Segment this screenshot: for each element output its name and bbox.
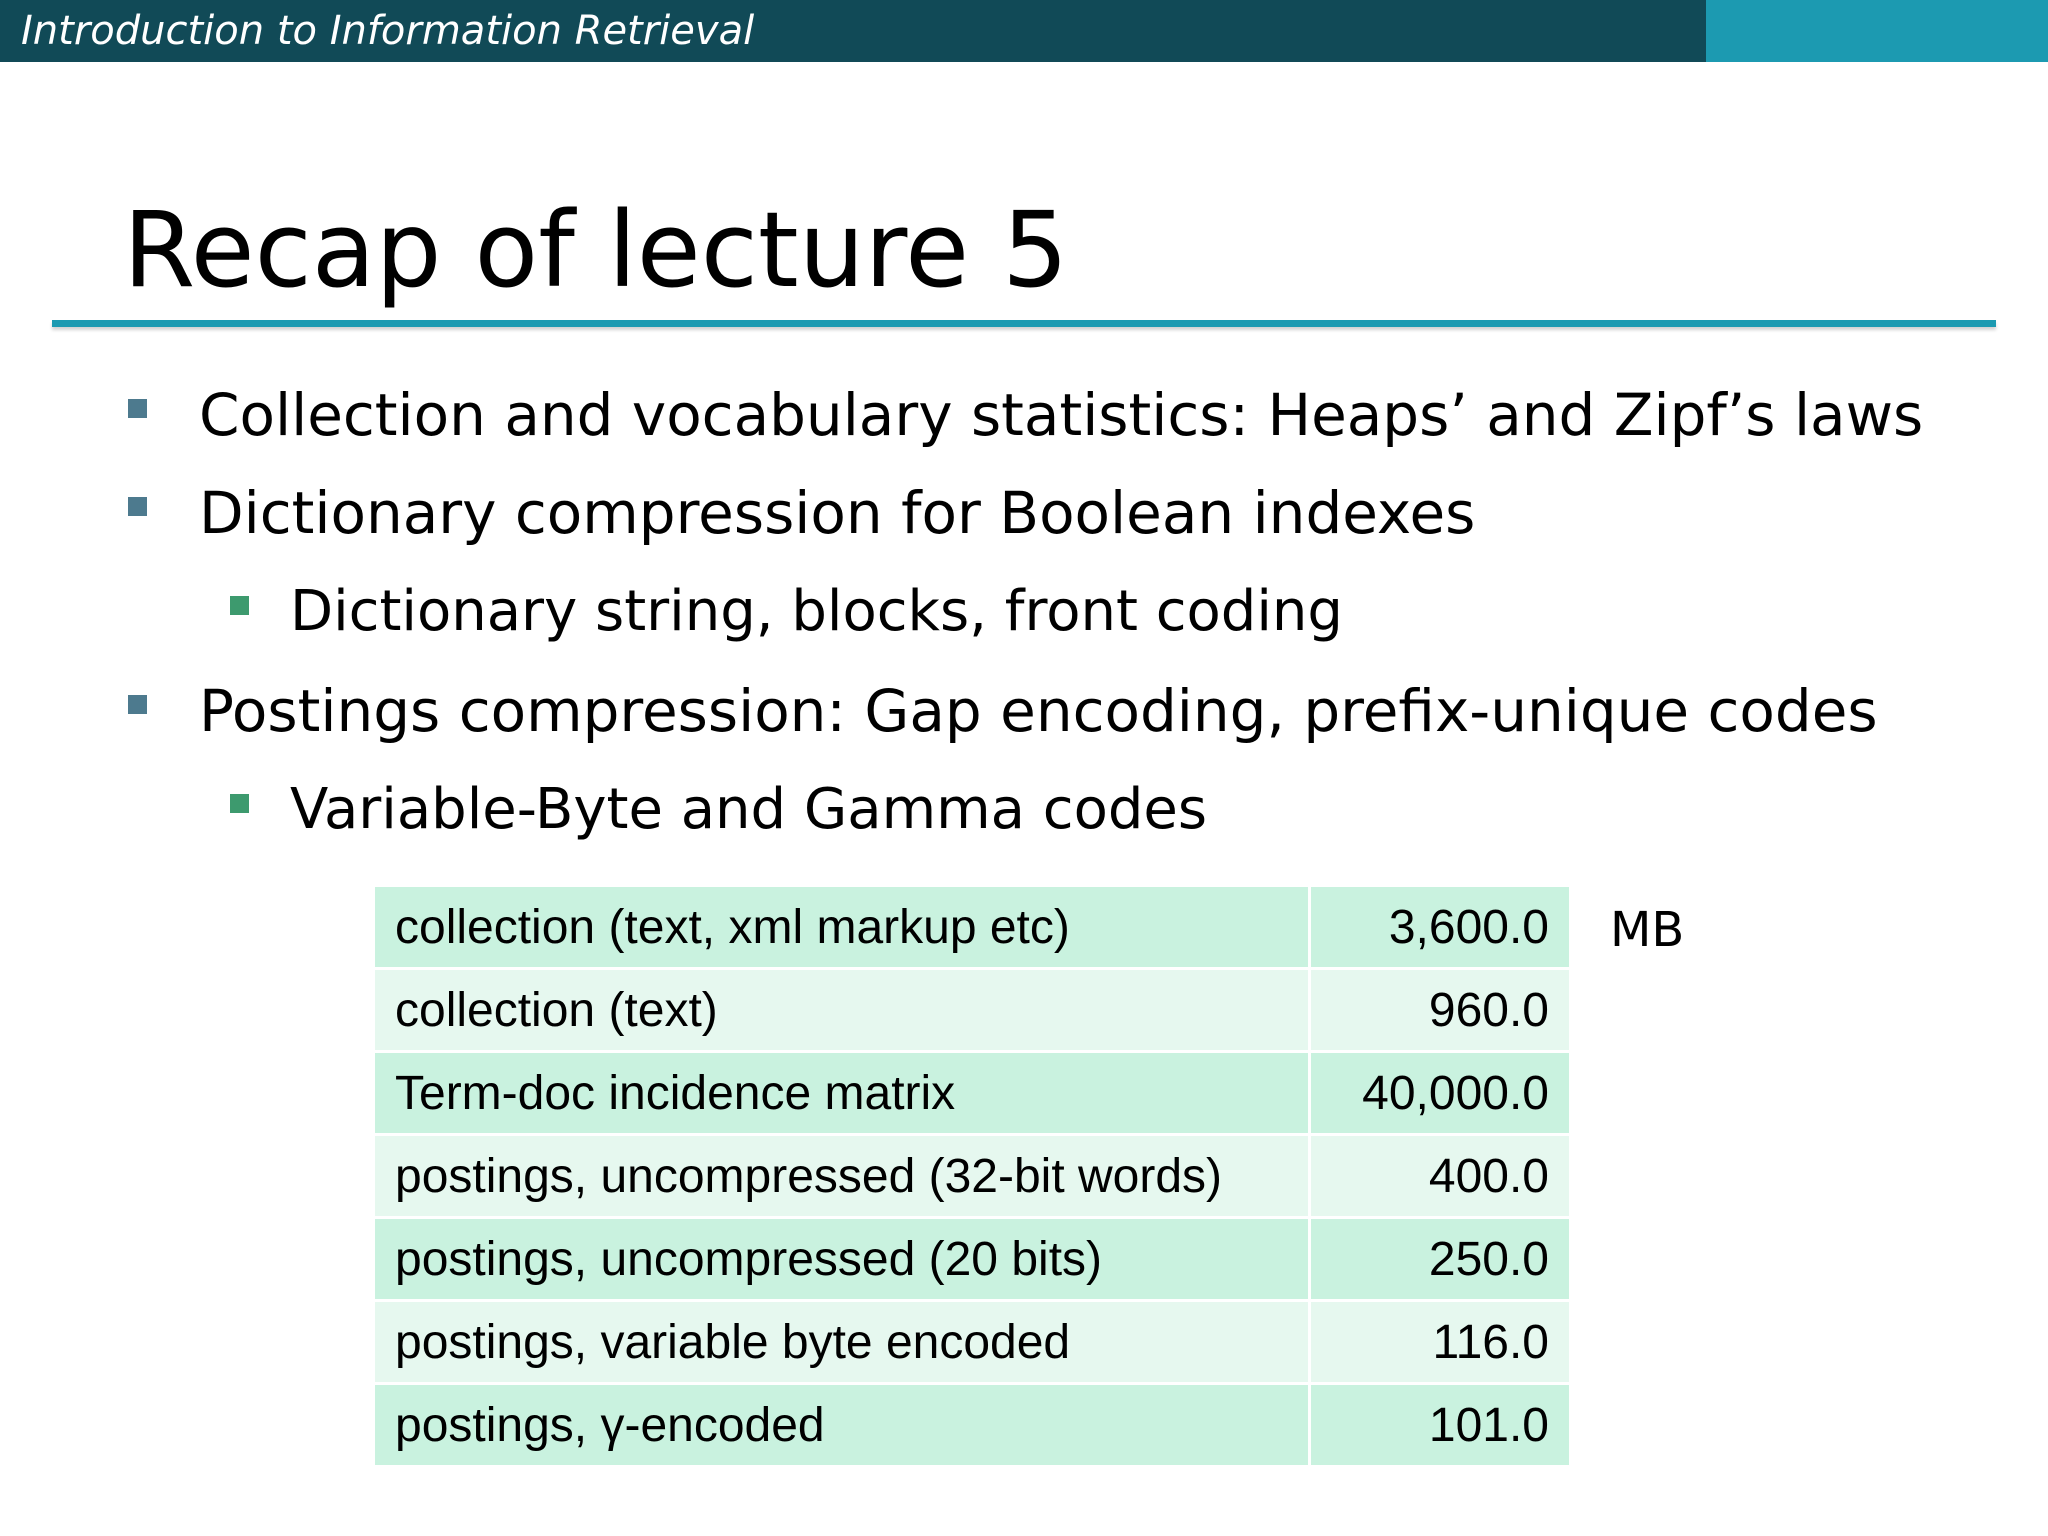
bullet-text: Variable-Byte and Gamma codes (290, 777, 1208, 842)
row-label: postings, γ-encoded (375, 1385, 1311, 1468)
square-bullet-icon (128, 695, 147, 714)
square-bullet-icon (230, 794, 249, 813)
square-bullet-icon (128, 399, 147, 418)
table-row (375, 970, 1569, 1053)
slide-title: Recap of lecture 5 (123, 189, 1069, 311)
table-row (375, 1136, 1569, 1219)
bullet-text: Postings compression: Gap encoding, prefix-unique codes (199, 677, 1878, 745)
row-value: 3,600.0 (1311, 887, 1569, 970)
row-label: collection (text, xml markup etc) (375, 887, 1311, 970)
row-label: postings, variable byte encoded (375, 1302, 1311, 1385)
row-label: Term-doc incidence matrix (375, 1053, 1311, 1136)
table-row (375, 887, 1569, 970)
row-label: postings, uncompressed (20 bits) (375, 1219, 1311, 1302)
row-value: 400.0 (1311, 1136, 1569, 1219)
table-row (375, 1219, 1569, 1302)
square-bullet-icon (230, 596, 249, 615)
row-value: 960.0 (1311, 970, 1569, 1053)
table-row (375, 1385, 1569, 1468)
row-value: 116.0 (1311, 1302, 1569, 1385)
row-label: postings, uncompressed (32-bit words) (375, 1136, 1311, 1219)
course-title: Introduction to Information Retrieval (21, 8, 755, 54)
unit-label: MB (1610, 902, 1685, 958)
row-value: 40,000.0 (1311, 1053, 1569, 1136)
header-accent-bar (1706, 0, 2048, 62)
table-row (375, 1302, 1569, 1385)
square-bullet-icon (128, 497, 147, 516)
bullet-text: Collection and vocabulary statistics: Heaps’ and Zipf’s laws (199, 381, 1924, 449)
title-divider (52, 320, 1996, 327)
row-value: 101.0 (1311, 1385, 1569, 1468)
row-value: 250.0 (1311, 1219, 1569, 1302)
bullet-text: Dictionary compression for Boolean indexes (199, 479, 1476, 547)
row-label: collection (text) (375, 970, 1311, 1053)
bullet-text: Dictionary string, blocks, front coding (290, 579, 1343, 644)
table-row (375, 1053, 1569, 1136)
header-bar (0, 0, 1706, 62)
index-size-table (375, 887, 1569, 1468)
